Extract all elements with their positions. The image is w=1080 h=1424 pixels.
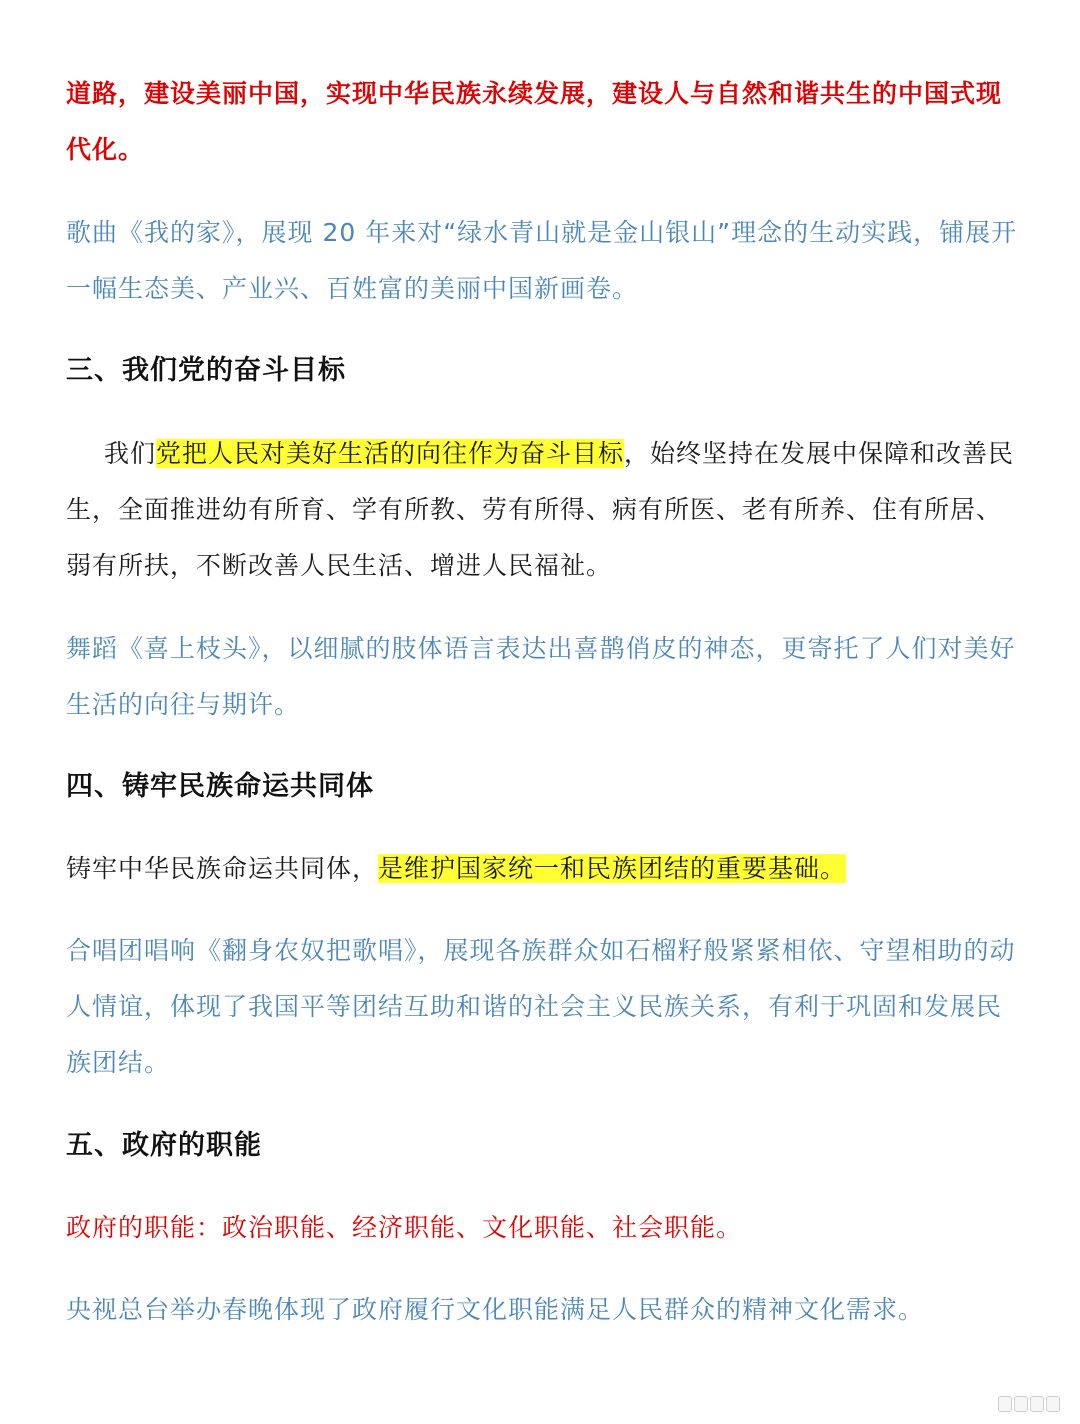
watermark-block bbox=[1030, 1396, 1044, 1412]
party-goal-highlight: 党把人民对美好生活的向往作为奋斗目标 bbox=[156, 439, 625, 468]
heading-national-community: 四、铸牢民族命运共同体 bbox=[66, 771, 374, 802]
watermark-block bbox=[998, 1396, 1012, 1412]
heading-party-goal: 三、我们党的奋斗目标 bbox=[66, 355, 346, 386]
heading-government-functions: 五、政府的职能 bbox=[66, 1130, 262, 1161]
paragraph-dance: 舞蹈《喜上枝头》，以细腻的肢体语言表达出喜鹊俏皮的神态，更寄托了人们对美好生活的向往与期许。 bbox=[66, 634, 1016, 719]
paragraph-government-functions: 政府的职能：政治职能、经济职能、文化职能、社会职能。 bbox=[66, 1213, 743, 1242]
paragraph-choir: 合唱团唱响《翻身农奴把歌唱》，展现各族群众如石榴籽般紧紧相依、守望相助的动人情谊，体现了我国平等团结互助和谐的社会主义民族关系，有利于巩固和发展民族团结。 bbox=[66, 936, 1016, 1077]
national-community-highlight: 是维护国家统一和民族团结的重要基础。 bbox=[378, 854, 847, 883]
national-community-prefix: 铸牢中华民族命运共同体， bbox=[66, 854, 379, 883]
watermark-logo bbox=[998, 1394, 1060, 1414]
paragraph-beautiful-china: 道路，建设美丽中国，实现中华民族永续发展，建设人与自然和谐共生的中国式现代化。 bbox=[66, 79, 1003, 164]
party-goal-suffix: ，始终坚持在发展中保障和改善民生，全面推进幼有所育、学有所教、劳有所得、病有所医、老有所养、住有所居、弱有所扶，不断改善人民生活、增进人民福祉。 bbox=[66, 439, 1015, 580]
watermark-block bbox=[1046, 1396, 1060, 1412]
paragraph-national-community bbox=[66, 841, 1026, 897]
paragraph-party-goal bbox=[66, 426, 1026, 594]
paragraph-spring-gala: 央视总台举办春晚体现了政府履行文化职能满足人民群众的精神文化需求。 bbox=[66, 1295, 925, 1324]
party-goal-prefix: 我们 bbox=[104, 439, 157, 468]
watermark-block bbox=[1014, 1396, 1028, 1412]
paragraph-song-my-home: 歌曲《我的家》，展现 20 年来对“绿水青山就是金山银山”理念的生动实践，铺展开一幅生态美、产业兴、百姓富的美丽中国新画卷。 bbox=[66, 218, 1018, 303]
